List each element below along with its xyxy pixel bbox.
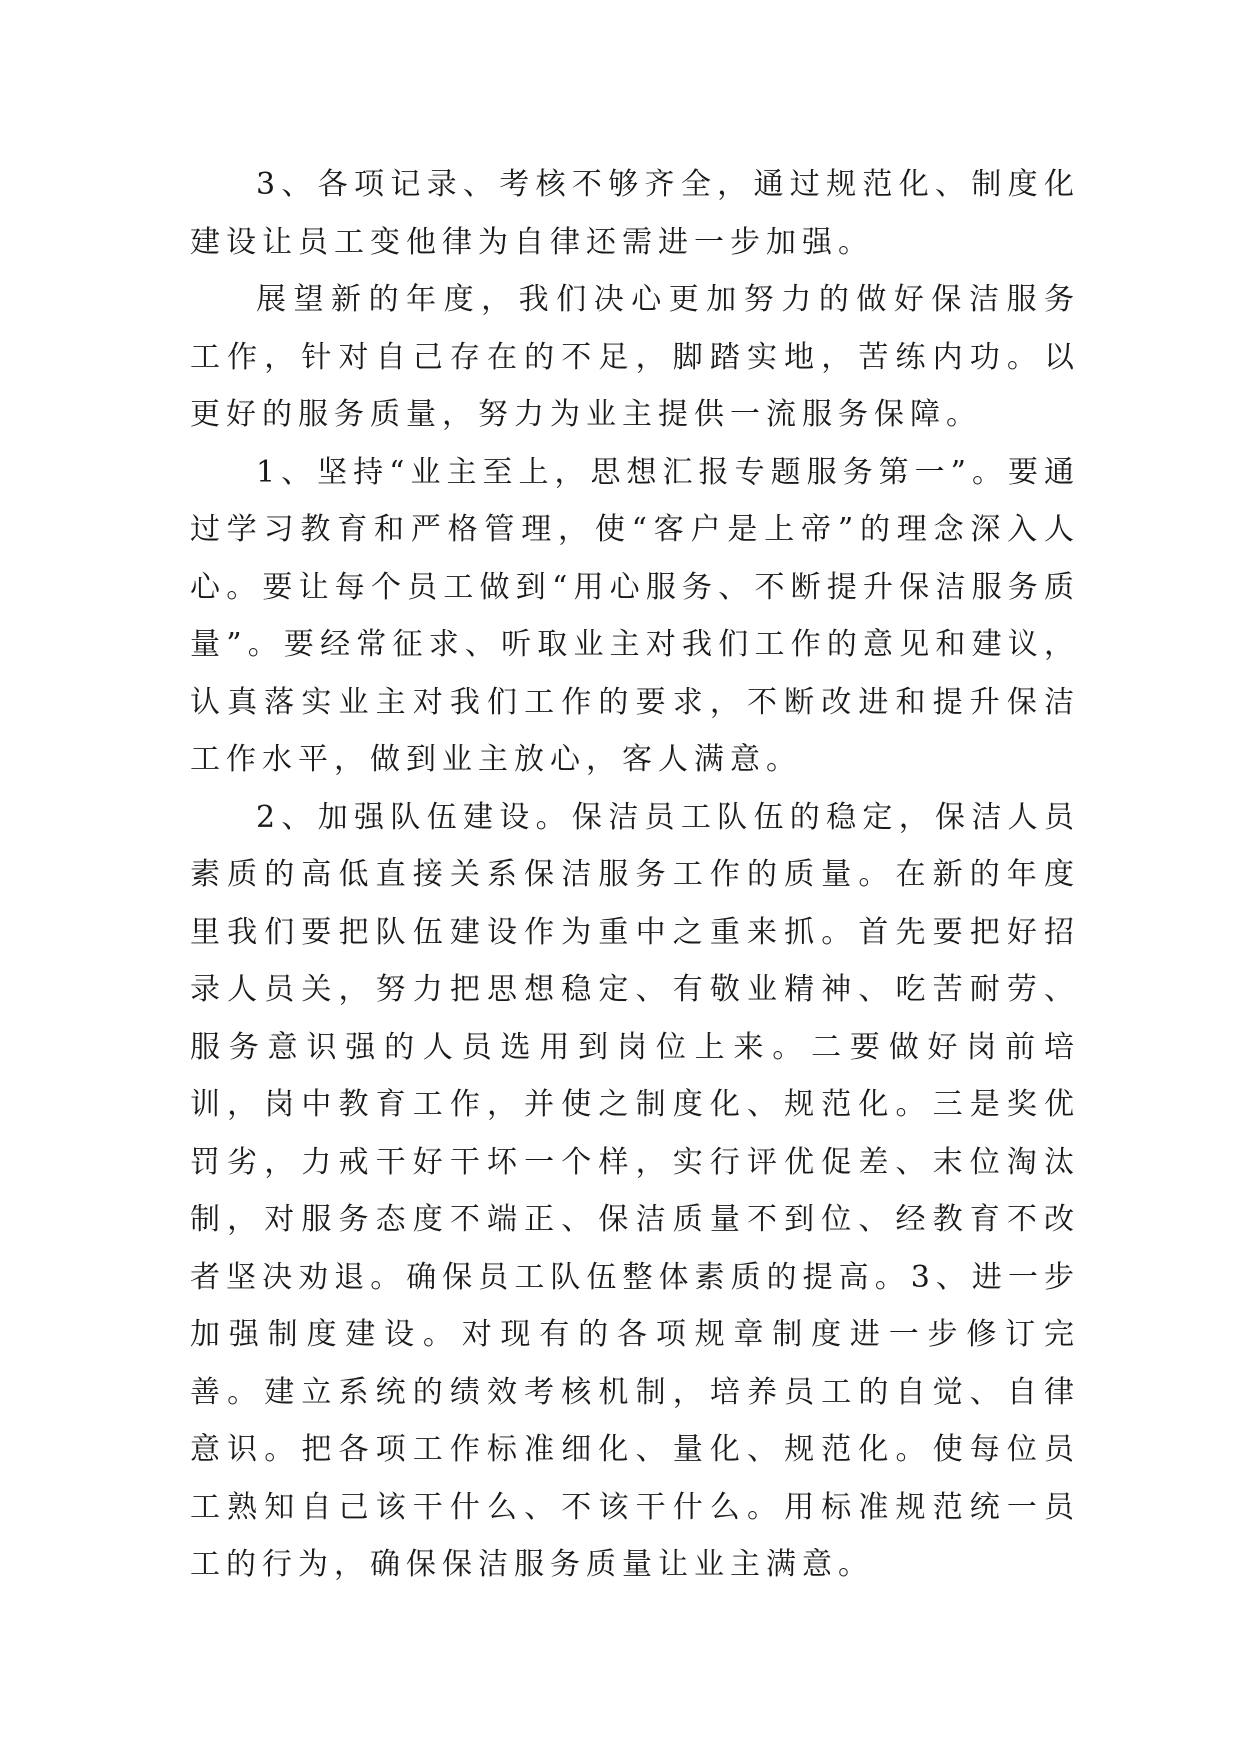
- paragraph-records-assessment: 3、各项记录、考核不够齐全，通过规范化、制度化建设让员工变他律为自律还需进一步加强。: [190, 167, 1080, 260]
- document-body: [190, 156, 1080, 1594]
- paragraph-outlook: 展望新的年度，我们决心更加努力的做好保洁服务工作，针对自己存在的不足，脚踏实地，苦练内功。以更好的服务质量，努力为业主提供一流服务保障。: [190, 282, 1080, 432]
- paragraph-owner-first: 1、坚持“业主至上，思想汇报专题服务第一”。要通过学习教育和严格管理，使“客户是上帝”的理念深入人心。要让每个员工做到“用心服务、不断提升保洁服务质量”。要经常征求、听取业主对我们工作的意见和建议，认真落实业主对我们工作的要求，不断改进和提升保洁工作水平，做到业主放心，客人满意。: [190, 454, 1080, 777]
- paragraph-team-building: 2、加强队伍建设。保洁员工队伍的稳定，保洁人员素质的高低直接关系保洁服务工作的质量。在新的年度里我们要把队伍建设作为重中之重来抓。首先要把好招录人员关，努力把思想稳定、有敬业精神、吃苦耐劳、服务意识强的人员选用到岗位上来。二要做好岗前培训，岗中教育工作，并使之制度化、规范化。三是奖优罚劣，力戒干好干坏一个样，实行评优促差、末位淘汰制，对服务态度不端正、保洁质量不到位、经教育不改者坚决劝退。确保员工队伍整体素质的提高。3、进一步加强制度建设。对现有的各项规章制度进一步修订完善。建立系统的绩效考核机制，培养员工的自觉、自律意识。把各项工作标准细化、量化、规范化。使每位员工熟知自己该干什么、不该干什么。用标准规范统一员工的行为，确保保洁服务质量让业主满意。: [190, 799, 1080, 1582]
